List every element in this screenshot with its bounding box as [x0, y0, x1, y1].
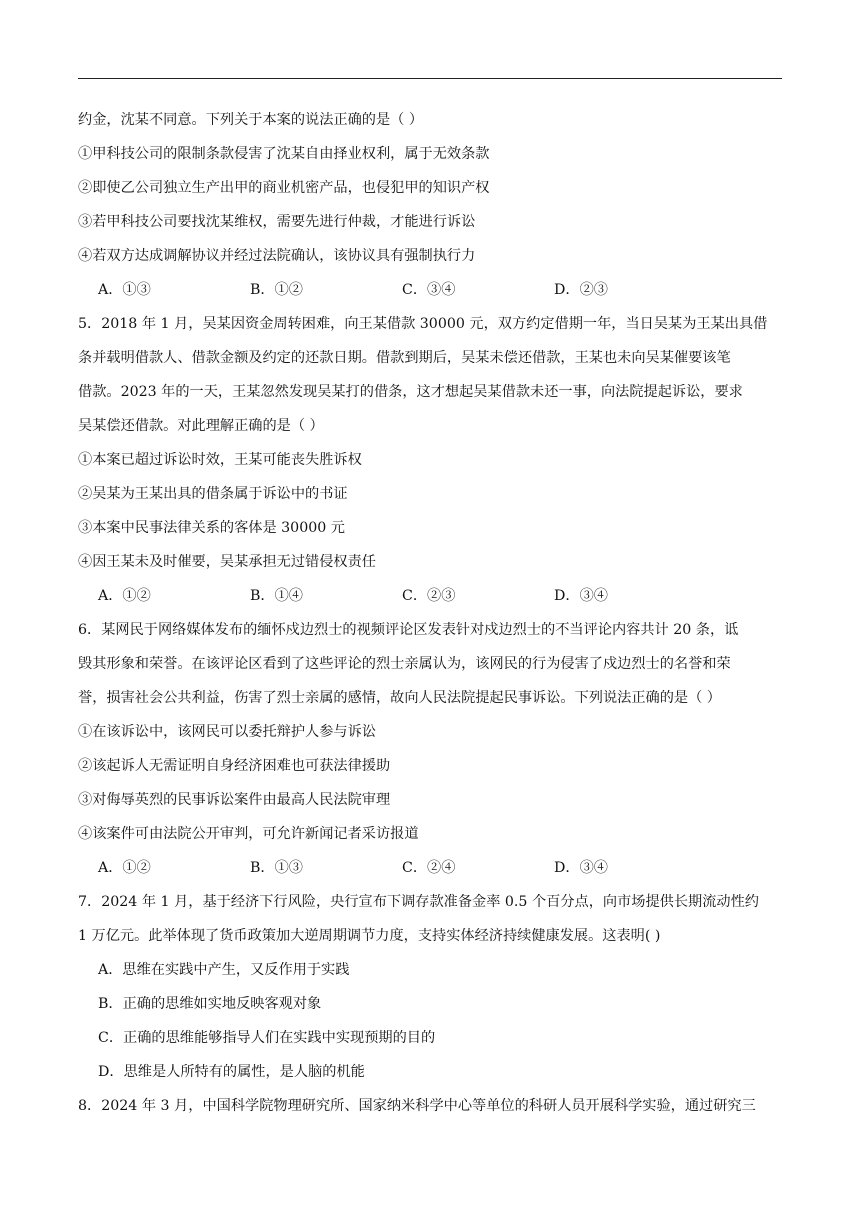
question-4-item-2: ②即使乙公司独立生产出甲的商业机密产品，也侵犯甲的知识产权 [78, 180, 490, 196]
question-5-item-1: ①本案已超过诉讼时效，王某可能丧失胜诉权 [78, 452, 362, 468]
question-7-stem-line-1: 7．2024 年 1 月，基于经济下行风险，央行宣布下调存款准备金率 0.5 个百分点，向市场提供长期流动性约 [78, 894, 759, 910]
question-7 [78, 885, 782, 1089]
option-d[interactable]: D．③④ [554, 588, 608, 604]
question-5-item-3: ③本案中民事法律关系的客体是 30000 元 [78, 520, 345, 536]
option-c[interactable]: C．②③ [402, 588, 456, 604]
question-8 [78, 1089, 782, 1123]
question-6-stem-line-3: 誉，损害社会公共利益，伤害了烈士亲属的感情，故向人民法院提起民事诉讼。下列说法正确的是（ ） [78, 690, 721, 706]
question-7-stem-line-2: 1 万亿元。此举体现了货币政策加大逆周期调节力度，支持实体经济持续健康发展。这表明( ) [78, 928, 661, 944]
question-6 [78, 613, 782, 885]
question-6-item-2: ②该起诉人无需证明自身经济困难也可获法律援助 [78, 758, 391, 774]
question-4-options [78, 273, 782, 307]
option-a[interactable]: A．①② [98, 860, 151, 876]
option-d[interactable]: D．③④ [554, 860, 608, 876]
question-6-item-4: ④该案件可由法院公开审判，可允许新闻记者采访报道 [78, 826, 419, 842]
question-6-item-1: ①在该诉讼中，该网民可以委托辩护人参与诉讼 [78, 724, 376, 740]
option-b[interactable]: B．正确的思维如实地反映客观对象 [98, 996, 322, 1012]
option-d[interactable]: D．思维是人所特有的属性，是人脑的机能 [98, 1064, 365, 1080]
question-5-item-4: ④因王某未及时催要，吴某承担无过错侵权责任 [78, 554, 376, 570]
question-5-item-2: ②吴某为王某出具的借条属于诉讼中的书证 [78, 486, 348, 502]
question-5-stem-line-3: 借款。2023 年的一天，王某忽然发现吴某打的借条，这才想起吴某借款未还一事，向法院提起诉讼，要求 [78, 384, 743, 400]
option-b[interactable]: B．①④ [250, 588, 303, 604]
question-6-options [78, 851, 782, 885]
header-rule [78, 78, 782, 79]
question-8-stem-line-1: 8．2024 年 3 月，中国科学院物理研究所、国家纳米科学中心等单位的科研人员开展科学实验，通过研究三 [78, 1098, 756, 1114]
option-c[interactable]: C．正确的思维能够指导人们在实践中实现预期的目的 [98, 1030, 436, 1046]
question-5-stem-line-1: 5．2018 年 1 月，吴某因资金周转困难，向王某借款 30000 元，双方约定借期一年，当日吴某为王某出具借 [78, 316, 768, 332]
question-4-item-4: ④若双方达成调解协议并经过法院确认，该协议具有强制执行力 [78, 248, 476, 264]
option-d[interactable]: D．②③ [554, 282, 608, 298]
option-a[interactable]: A．思维在实践中产生，又反作用于实践 [98, 962, 350, 978]
option-c[interactable]: C．②④ [402, 860, 456, 876]
question-6-stem-line-1: 6．某网民于网络媒体发布的缅怀戍边烈士的视频评论区发表针对戍边烈士的不当评论内容共计 20 条，诋 [78, 622, 739, 638]
question-5 [78, 307, 782, 613]
question-5-stem-line-2: 条并载明借款人、借款金额及约定的还款日期。借款到期后，吴某未偿还借款，王某也未向吴某催要该笔 [78, 350, 731, 366]
question-6-stem-line-2: 毁其形象和荣誉。在该评论区看到了这些评论的烈士亲属认为，该网民的行为侵害了戍边烈士的名誉和荣 [78, 656, 731, 672]
option-a[interactable]: A．①② [98, 588, 151, 604]
option-c[interactable]: C．③④ [402, 282, 456, 298]
question-4 [78, 103, 782, 307]
question-4-item-3: ③若甲科技公司要找沈某维权，需要先进行仲裁，才能进行诉讼 [78, 214, 476, 230]
document-page [78, 103, 782, 1123]
option-b[interactable]: B．①② [250, 282, 303, 298]
question-6-item-3: ③对侮辱英烈的民事诉讼案件由最高人民法院审理 [78, 792, 391, 808]
option-a[interactable]: A．①③ [98, 282, 151, 298]
option-b[interactable]: B．①③ [250, 860, 303, 876]
question-4-item-1: ①甲科技公司的限制条款侵害了沈某自由择业权利，属于无效条款 [78, 146, 490, 162]
question-4-stem-continued: 约金，沈某不同意。下列关于本案的说法正确的是（ ） [78, 112, 424, 128]
question-5-options [78, 579, 782, 613]
question-5-stem-line-4: 吴某偿还借款。对此理解正确的是（ ） [78, 418, 324, 434]
